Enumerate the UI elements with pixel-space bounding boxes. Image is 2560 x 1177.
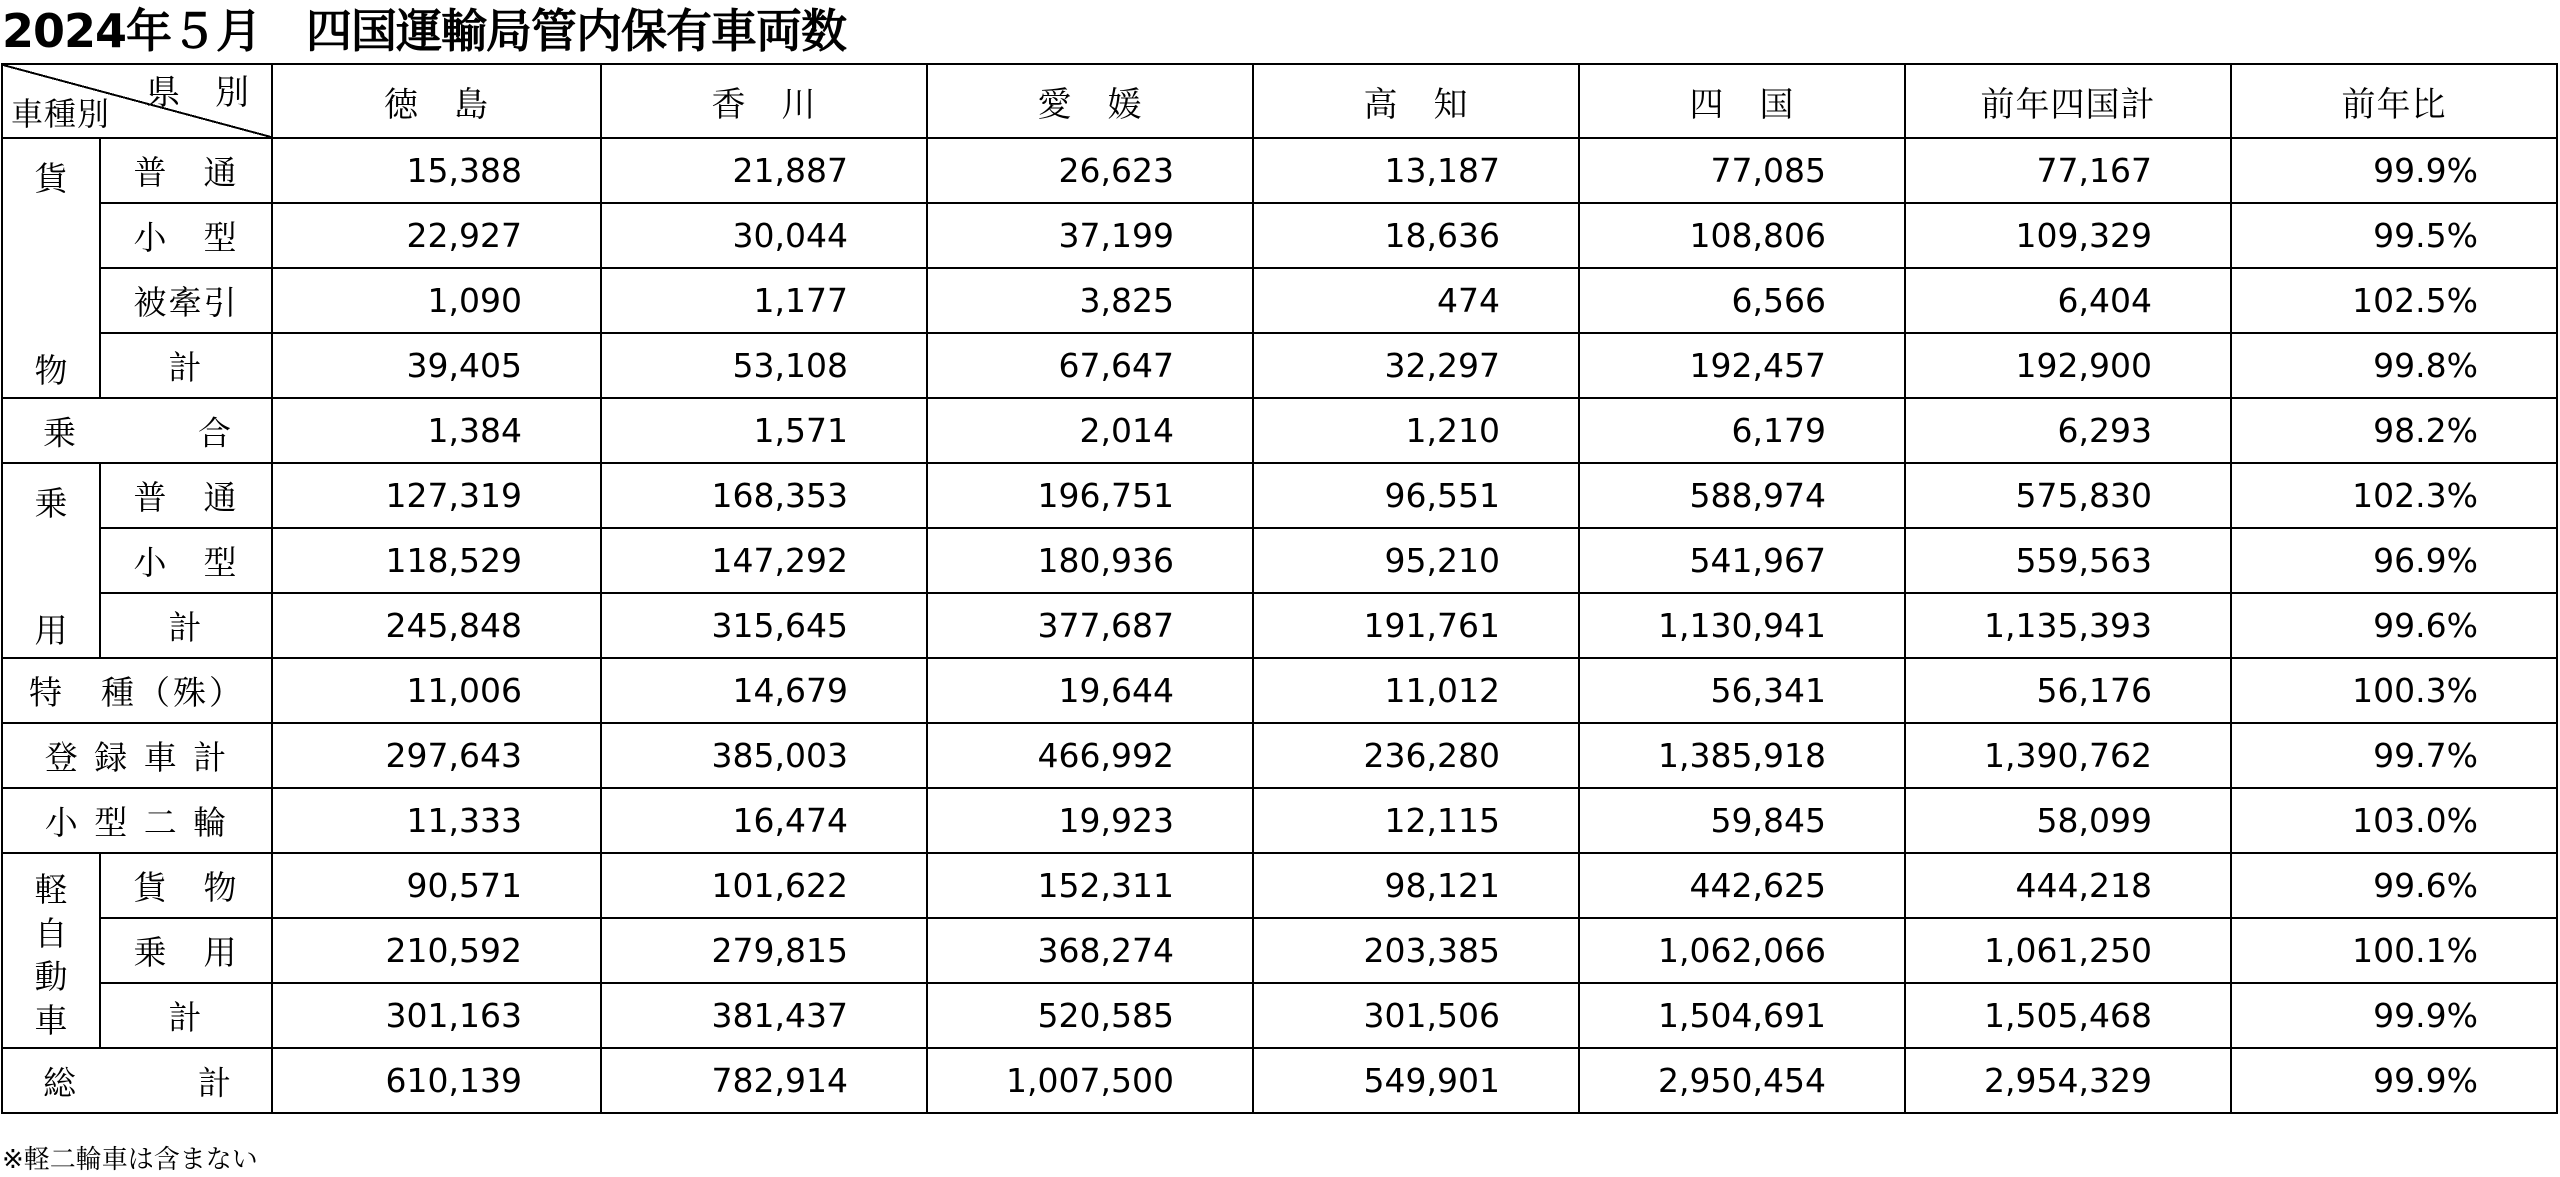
value-cell: 118,529 xyxy=(272,528,601,593)
special-label: 特 種（殊） xyxy=(2,658,272,723)
kei-category-label: 車 xyxy=(34,1001,68,1041)
table-row xyxy=(2,463,2557,528)
value-cell: 99.9% xyxy=(2231,983,2557,1048)
value-cell: 11,006 xyxy=(272,658,601,723)
value-cell: 56,176 xyxy=(1905,658,2231,723)
table-row xyxy=(2,853,2557,918)
value-cell: 127,319 xyxy=(272,463,601,528)
vehicle-type-axis-label: 車種別 xyxy=(11,95,111,133)
value-cell: 1,505,468 xyxy=(1905,983,2231,1048)
value-cell: 1,061,250 xyxy=(1905,918,2231,983)
value-cell: 99.9% xyxy=(2231,138,2557,203)
value-cell: 1,130,941 xyxy=(1579,593,1905,658)
value-cell: 30,044 xyxy=(601,203,927,268)
value-cell: 99.8% xyxy=(2231,333,2557,398)
row-label: 貨 物 xyxy=(100,853,272,918)
table-row xyxy=(2,398,2557,463)
column-header: 香 川 xyxy=(601,64,927,138)
bus-label-cell xyxy=(2,398,272,463)
value-cell: 11,012 xyxy=(1253,658,1579,723)
row-label: 計 xyxy=(100,983,272,1048)
table-row xyxy=(2,333,2557,398)
passenger-category-label: 用 xyxy=(34,611,68,650)
value-cell: 381,437 xyxy=(601,983,927,1048)
value-cell: 1,571 xyxy=(601,398,927,463)
value-cell: 99.9% xyxy=(2231,1048,2557,1113)
value-cell: 180,936 xyxy=(927,528,1253,593)
value-cell: 13,187 xyxy=(1253,138,1579,203)
value-cell: 39,405 xyxy=(272,333,601,398)
total-label: 総 xyxy=(43,1063,76,1102)
table-row xyxy=(2,528,2557,593)
kei-category-label: 自 xyxy=(34,913,68,953)
value-cell: 1,135,393 xyxy=(1905,593,2231,658)
value-cell: 59,845 xyxy=(1579,788,1905,853)
value-cell: 559,563 xyxy=(1905,528,2231,593)
value-cell: 541,967 xyxy=(1579,528,1905,593)
value-cell: 442,625 xyxy=(1579,853,1905,918)
cargo-category-cell xyxy=(2,138,100,398)
value-cell: 16,474 xyxy=(601,788,927,853)
row-label: 普 通 xyxy=(100,138,272,203)
value-cell: 1,062,066 xyxy=(1579,918,1905,983)
value-cell: 196,751 xyxy=(927,463,1253,528)
vehicle-count-table xyxy=(1,63,2558,1114)
value-cell: 368,274 xyxy=(927,918,1253,983)
value-cell: 98.2% xyxy=(2231,398,2557,463)
value-cell: 474 xyxy=(1253,268,1579,333)
table-row xyxy=(2,658,2557,723)
value-cell: 14,679 xyxy=(601,658,927,723)
value-cell: 2,954,329 xyxy=(1905,1048,2231,1113)
value-cell: 26,623 xyxy=(927,138,1253,203)
value-cell: 1,007,500 xyxy=(927,1048,1253,1113)
passenger-category-label: 乗 xyxy=(34,484,68,523)
value-cell: 1,504,691 xyxy=(1579,983,1905,1048)
value-cell: 520,585 xyxy=(927,983,1253,1048)
row-label: 小 型 xyxy=(100,528,272,593)
value-cell: 21,887 xyxy=(601,138,927,203)
value-cell: 67,647 xyxy=(927,333,1253,398)
value-cell: 19,923 xyxy=(927,788,1253,853)
table-row xyxy=(2,723,2557,788)
column-header: 徳 島 xyxy=(272,64,601,138)
value-cell: 588,974 xyxy=(1579,463,1905,528)
value-cell: 11,333 xyxy=(272,788,601,853)
column-header: 高 知 xyxy=(1253,64,1579,138)
cargo-category-label: 貨 xyxy=(34,159,68,198)
value-cell: 37,199 xyxy=(927,203,1253,268)
value-cell: 6,566 xyxy=(1579,268,1905,333)
value-cell: 53,108 xyxy=(601,333,927,398)
value-cell: 1,385,918 xyxy=(1579,723,1905,788)
table-row xyxy=(2,203,2557,268)
value-cell: 96,551 xyxy=(1253,463,1579,528)
value-cell: 610,139 xyxy=(272,1048,601,1113)
value-cell: 191,761 xyxy=(1253,593,1579,658)
value-cell: 192,457 xyxy=(1579,333,1905,398)
bus-label: 合 xyxy=(198,413,231,452)
value-cell: 12,115 xyxy=(1253,788,1579,853)
value-cell: 18,636 xyxy=(1253,203,1579,268)
value-cell: 96.9% xyxy=(2231,528,2557,593)
value-cell: 19,644 xyxy=(927,658,1253,723)
value-cell: 98,121 xyxy=(1253,853,1579,918)
column-header: 前年比 xyxy=(2231,64,2557,138)
table-row xyxy=(2,1048,2557,1113)
value-cell: 152,311 xyxy=(927,853,1253,918)
value-cell: 1,384 xyxy=(272,398,601,463)
table-row xyxy=(2,918,2557,983)
row-label: 小 型 xyxy=(100,203,272,268)
row-label: 計 xyxy=(100,593,272,658)
row-label: 被牽引 xyxy=(100,268,272,333)
header-row xyxy=(2,64,2557,138)
value-cell: 56,341 xyxy=(1579,658,1905,723)
value-cell: 301,163 xyxy=(272,983,601,1048)
value-cell: 102.3% xyxy=(2231,463,2557,528)
value-cell: 315,645 xyxy=(601,593,927,658)
value-cell: 297,643 xyxy=(272,723,601,788)
value-cell: 203,385 xyxy=(1253,918,1579,983)
prefecture-axis-label: 県 別 xyxy=(146,73,261,113)
value-cell: 77,085 xyxy=(1579,138,1905,203)
value-cell: 99.6% xyxy=(2231,593,2557,658)
row-label: 普 通 xyxy=(100,463,272,528)
value-cell: 32,297 xyxy=(1253,333,1579,398)
value-cell: 236,280 xyxy=(1253,723,1579,788)
row-label: 計 xyxy=(100,333,272,398)
value-cell: 1,390,762 xyxy=(1905,723,2231,788)
value-cell: 3,825 xyxy=(927,268,1253,333)
kei-category-label: 軽 xyxy=(34,869,68,909)
value-cell: 2,950,454 xyxy=(1579,1048,1905,1113)
value-cell: 100.3% xyxy=(2231,658,2557,723)
value-cell: 210,592 xyxy=(272,918,601,983)
registered-label: 登 録 車 計 xyxy=(2,723,272,788)
table-row xyxy=(2,138,2557,203)
value-cell: 385,003 xyxy=(601,723,927,788)
value-cell: 108,806 xyxy=(1579,203,1905,268)
value-cell: 1,210 xyxy=(1253,398,1579,463)
value-cell: 102.5% xyxy=(2231,268,2557,333)
value-cell: 95,210 xyxy=(1253,528,1579,593)
total-label-cell xyxy=(2,1048,272,1113)
total-label: 計 xyxy=(198,1063,231,1102)
value-cell: 192,900 xyxy=(1905,333,2231,398)
value-cell: 6,293 xyxy=(1905,398,2231,463)
corner-header-cell xyxy=(2,64,272,138)
kei-category-cell xyxy=(2,853,100,1048)
value-cell: 147,292 xyxy=(601,528,927,593)
table-body xyxy=(2,64,2557,1113)
value-cell: 99.5% xyxy=(2231,203,2557,268)
table-row xyxy=(2,788,2557,853)
column-header: 前年四国計 xyxy=(1905,64,2231,138)
value-cell: 22,927 xyxy=(272,203,601,268)
row-label: 乗 用 xyxy=(100,918,272,983)
value-cell: 58,099 xyxy=(1905,788,2231,853)
column-header: 愛 媛 xyxy=(927,64,1253,138)
table-row xyxy=(2,593,2557,658)
value-cell: 90,571 xyxy=(272,853,601,918)
value-cell: 101,622 xyxy=(601,853,927,918)
value-cell: 6,179 xyxy=(1579,398,1905,463)
value-cell: 377,687 xyxy=(927,593,1253,658)
kei-category-label: 動 xyxy=(34,957,68,997)
table-row xyxy=(2,983,2557,1048)
table-row xyxy=(2,268,2557,333)
value-cell: 444,218 xyxy=(1905,853,2231,918)
value-cell: 99.7% xyxy=(2231,723,2557,788)
value-cell: 575,830 xyxy=(1905,463,2231,528)
value-cell: 301,506 xyxy=(1253,983,1579,1048)
value-cell: 109,329 xyxy=(1905,203,2231,268)
value-cell: 1,090 xyxy=(272,268,601,333)
value-cell: 6,404 xyxy=(1905,268,2231,333)
value-cell: 1,177 xyxy=(601,268,927,333)
value-cell: 168,353 xyxy=(601,463,927,528)
footnote: ※軽二輪車は含まない xyxy=(2,1145,258,1175)
small-motorcycle-label: 小 型 二 輪 xyxy=(2,788,272,853)
column-header: 四 国 xyxy=(1579,64,1905,138)
value-cell: 279,815 xyxy=(601,918,927,983)
page-title: 2024年５月 四国運輸局管内保有車両数 xyxy=(2,4,847,58)
value-cell: 103.0% xyxy=(2231,788,2557,853)
bus-label: 乗 xyxy=(43,413,76,452)
value-cell: 2,014 xyxy=(927,398,1253,463)
value-cell: 466,992 xyxy=(927,723,1253,788)
cargo-category-label: 物 xyxy=(34,351,68,390)
value-cell: 77,167 xyxy=(1905,138,2231,203)
value-cell: 15,388 xyxy=(272,138,601,203)
value-cell: 100.1% xyxy=(2231,918,2557,983)
value-cell: 99.6% xyxy=(2231,853,2557,918)
passenger-category-cell xyxy=(2,463,100,658)
value-cell: 549,901 xyxy=(1253,1048,1579,1113)
value-cell: 782,914 xyxy=(601,1048,927,1113)
value-cell: 245,848 xyxy=(272,593,601,658)
